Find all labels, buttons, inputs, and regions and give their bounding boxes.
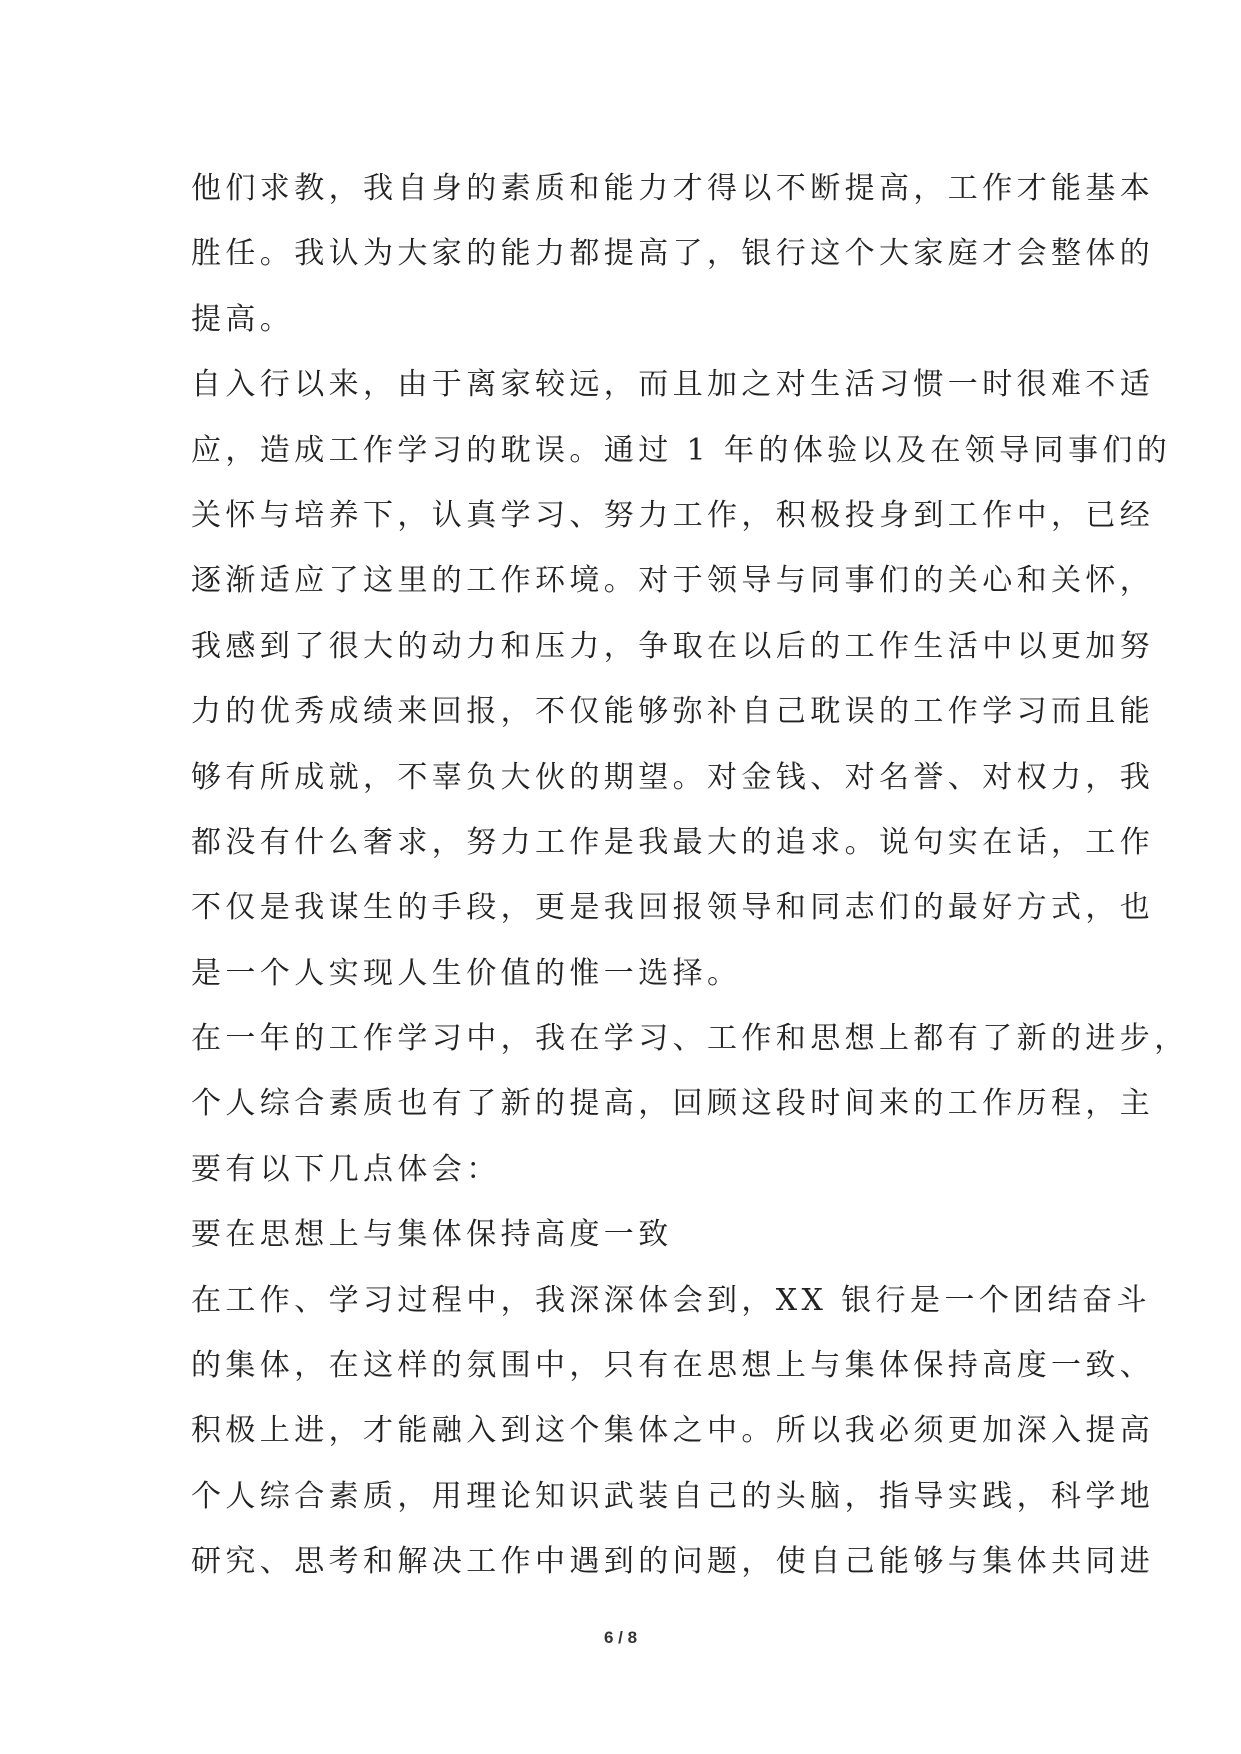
page-number: 6 / 8 [603,1628,638,1647]
text-line: 提高。 [191,301,295,337]
body-text [191,156,1189,1595]
text-line: 自入行以来，由于离家较远，而且加之对生活习惯一时很难不适 [191,367,1155,403]
text-line: 积极上进，才能融入到这个集体之中。所以我必须更加深入提高 [191,1413,1155,1449]
section-heading: 要在思想上与集体保持高度一致 [191,1217,673,1253]
text-line: 应，造成工作学习的耽误。通过 1 年的体验以及在领导同事们的 [191,432,1172,468]
text-line: 他们求教，我自身的素质和能力才得以不断提高，工作才能基本 [191,171,1155,206]
text-line: 都没有什么奢求，努力工作是我最大的追求。说句实在话，工作 [191,824,1155,860]
text-line: 在工作、学习过程中，我深深体会到，XX 银行是一个团结奋斗 [191,1282,1151,1318]
text-line: 胜任。我认为大家的能力都提高了，银行这个大家庭才会整体的 [191,236,1155,272]
text-line: 在一年的工作学习中，我在学习、工作和思想上都有了新的进步， [191,1021,1189,1057]
text-line: 是一个人实现人生价值的惟一选择。 [191,955,742,991]
text-line: 个人综合素质，用理论知识武装自己的头脑，指导实践，科学地 [191,1478,1155,1514]
text-line: 研究、思考和解决工作中遇到的问题，使自己能够与集体共同进 [191,1544,1155,1580]
text-line: 要有以下几点体会： [191,1151,501,1187]
text-line: 的集体，在这样的氛围中，只有在思想上与集体保持高度一致、 [191,1348,1155,1384]
text-line: 力的优秀成绩来回报，不仅能够弥补自己耽误的工作学习而且能 [191,694,1155,730]
text-line: 我感到了很大的动力和压力，争取在以后的工作生活中以更加努 [191,628,1155,664]
text-line: 个人综合素质也有了新的提高，回顾这段时间来的工作历程，主 [191,1086,1155,1122]
text-line: 不仅是我谋生的手段，更是我回报领导和同志们的最好方式，也 [191,890,1155,926]
text-line: 够有所成就，不辜负大伙的期望。对金钱、对名誉、对权力，我 [191,759,1155,795]
text-line: 关怀与培养下，认真学习、努力工作，积极投身到工作中，已经 [191,497,1155,533]
text-line: 逐渐适应了这里的工作环境。对于领导与同事们的关心和关怀， [191,563,1155,599]
